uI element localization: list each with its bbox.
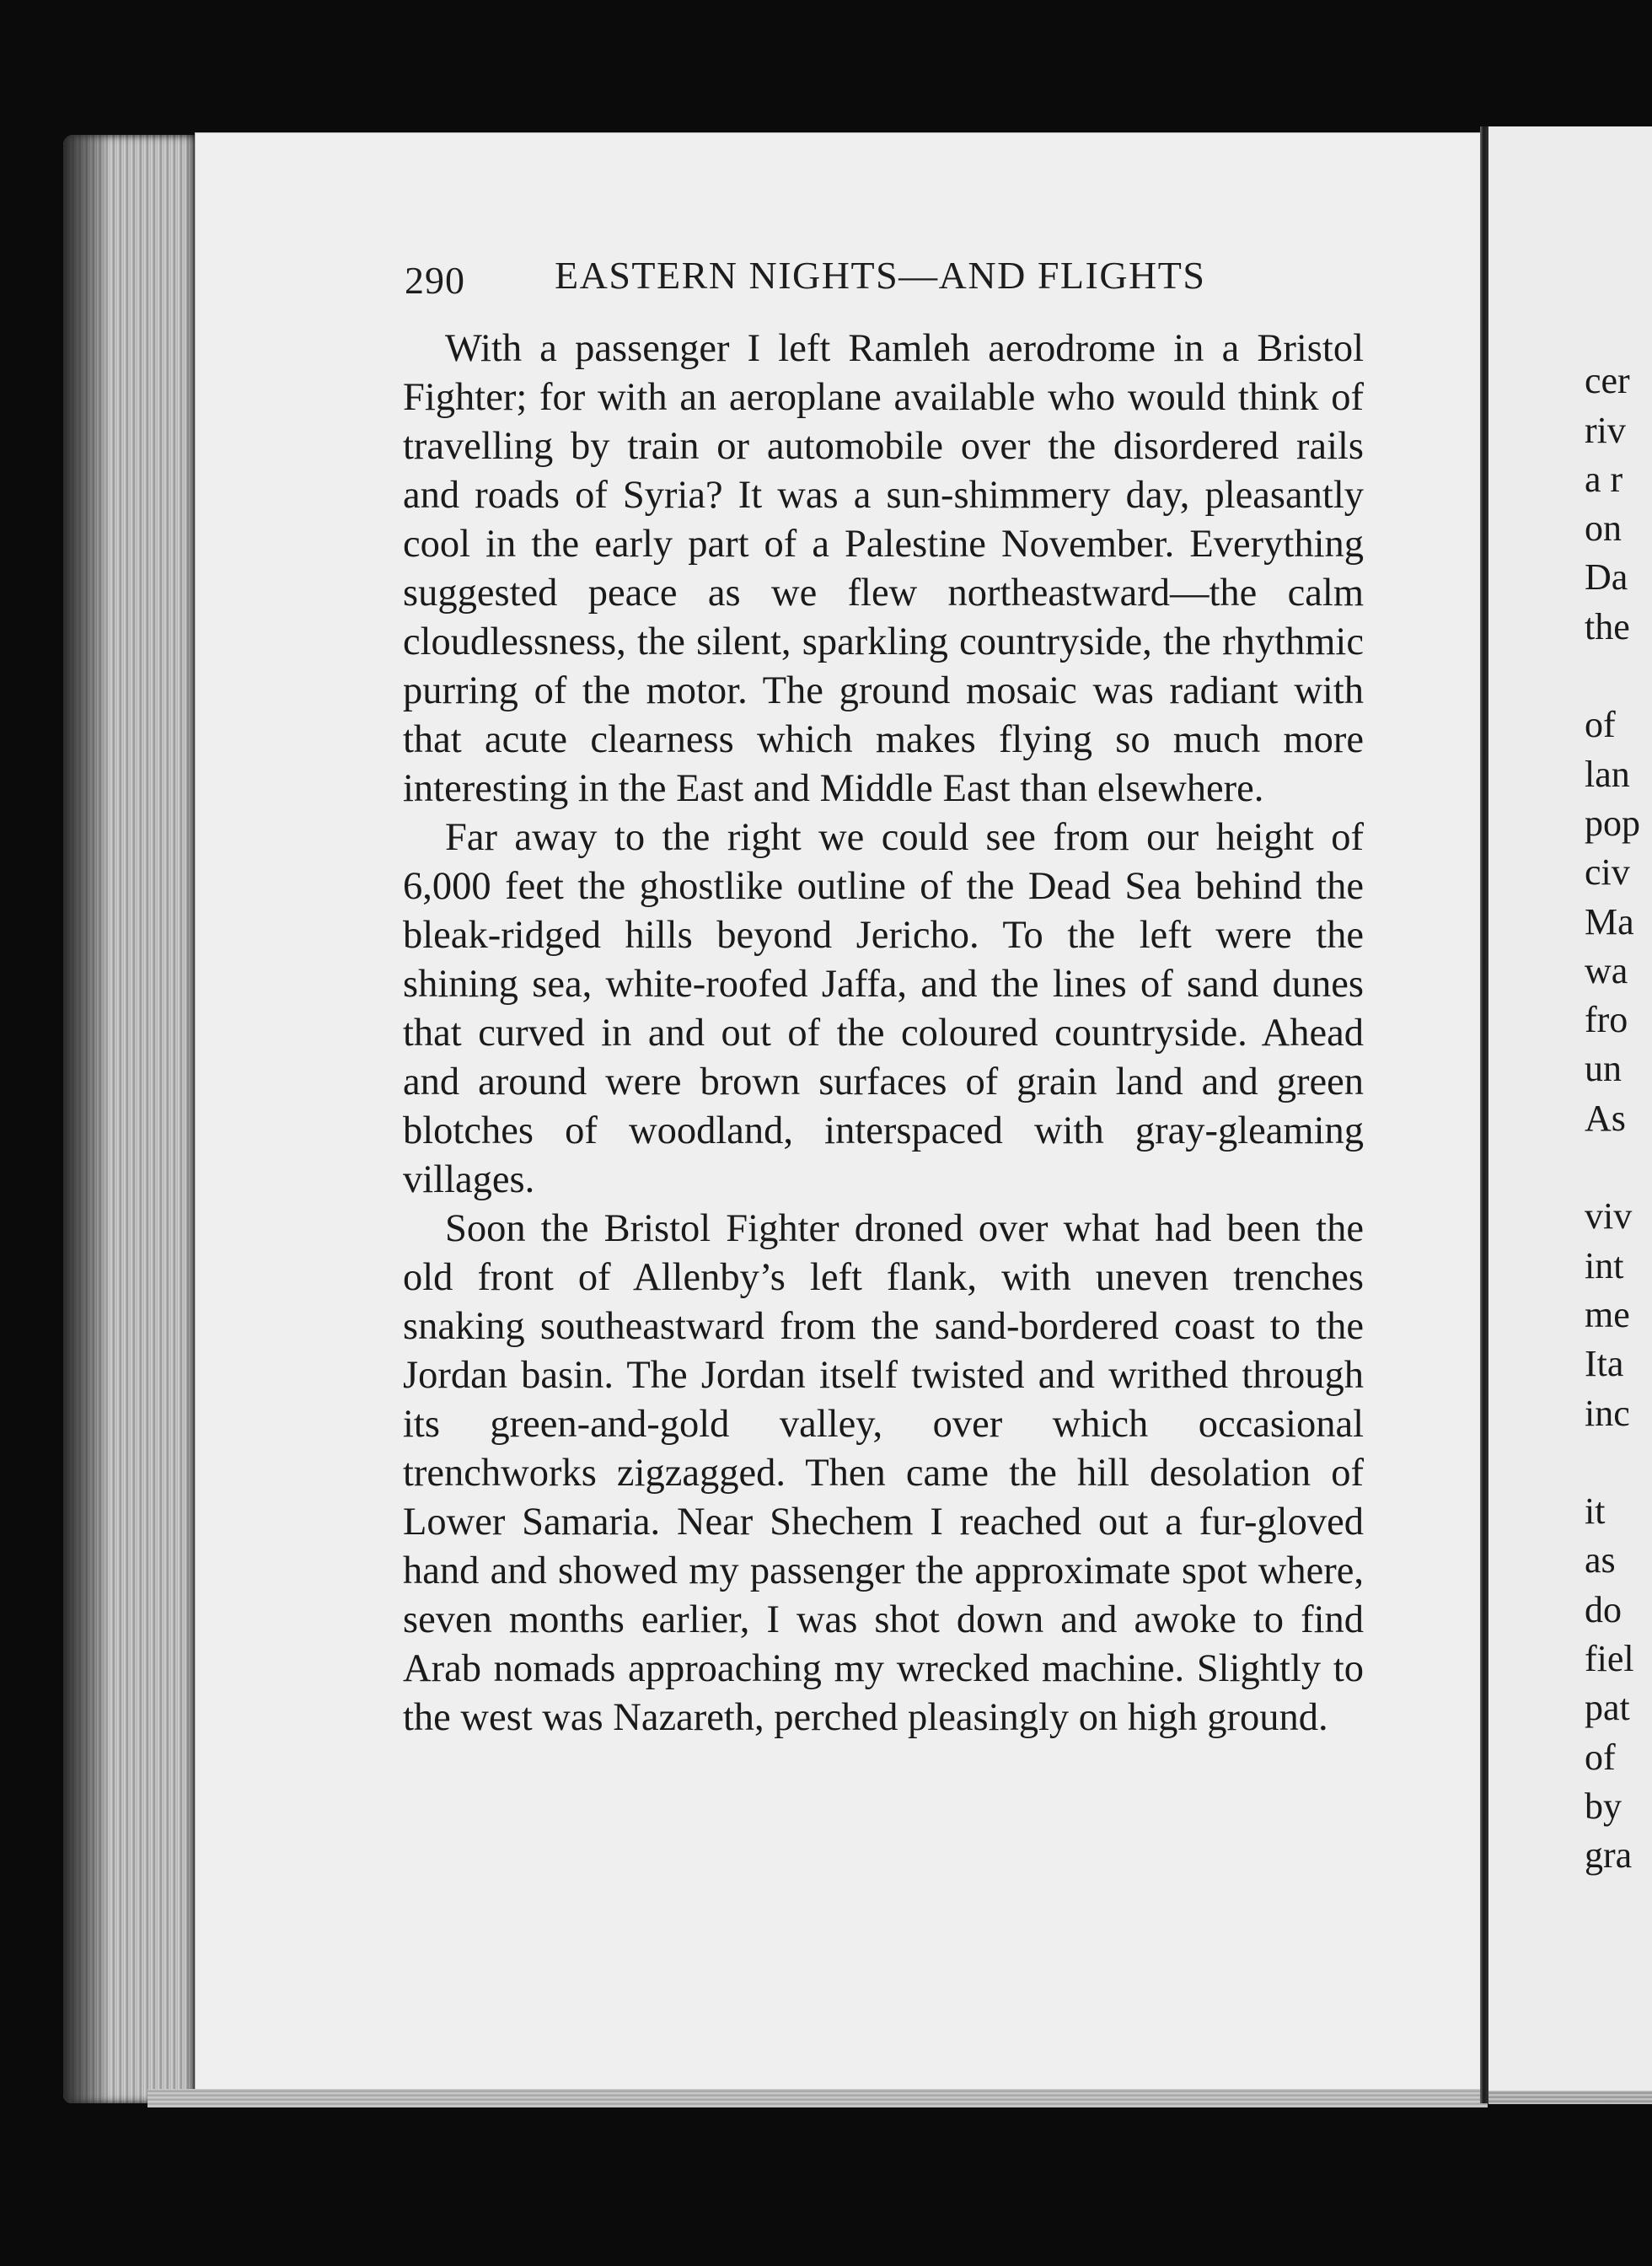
facing-page-line bbox=[1585, 308, 1640, 357]
facing-page-line: fiel bbox=[1585, 1638, 1634, 1680]
facing-page-line: fro bbox=[1585, 999, 1628, 1041]
page-edges-shadow bbox=[63, 135, 105, 2103]
facing-page-line: un bbox=[1585, 1048, 1622, 1090]
facing-page-line bbox=[1585, 1438, 1640, 1487]
facing-page-line: Da bbox=[1585, 556, 1628, 599]
page-number: 290 bbox=[405, 259, 465, 302]
facing-page-line: pop bbox=[1585, 802, 1640, 844]
paragraph-2: Far away to the right we could see from our height of 6,000 feet the ghostlike outline of the Dead Sea behind the bleak-ridged hills beyond Jericho. To the left were the shining sea, white-roofed Jaffa, and the lines of sand dunes that curved in and out of the coloured countryside. Ahead and around were brown surfaces of grain land and green blotches of woodland, interspaced with gray-gleaming villages. bbox=[403, 816, 1364, 1201]
facing-page-line: As bbox=[1585, 1097, 1626, 1139]
facing-page-line: lan bbox=[1585, 753, 1630, 795]
facing-page-line: riv bbox=[1585, 409, 1626, 451]
running-head bbox=[405, 253, 1365, 312]
running-title: EASTERN NIGHTS—AND FLIGHTS bbox=[555, 254, 1206, 297]
facing-page-line: of bbox=[1585, 704, 1616, 746]
facing-page-bottom-edge bbox=[1488, 2091, 1652, 2104]
facing-page-line: of bbox=[1585, 1736, 1616, 1778]
facing-page-line bbox=[1585, 652, 1640, 701]
facing-page-line: it bbox=[1585, 1490, 1606, 1533]
facing-page-line: a r bbox=[1585, 458, 1623, 500]
paragraph-1: With a passenger I left Ramleh aerodrome in a Bristol Fighter; for with an aeroplane available who would think of travelling by train or automobile over the disordered rails and roads of Syria? It was a sun-shimmery day, pleasantly cool in the early part of a Palestine November. Everything suggested peace as we flew northeastward—the calm cloudlessness, the silent, sparkling countryside, the rhythmic purring of the motor. The ground mosaic was radiant with that acute clearness which makes flying so much more interesting in the East and Middle East than elsewhere. bbox=[403, 327, 1364, 810]
facing-page-line: me bbox=[1585, 1293, 1630, 1335]
page-bottom-edge bbox=[148, 2089, 1488, 2108]
book-gutter bbox=[1480, 126, 1488, 2103]
body-text bbox=[403, 325, 1364, 1742]
facing-page-line: as bbox=[1585, 1539, 1616, 1581]
facing-page-line: Ita bbox=[1585, 1343, 1624, 1385]
facing-page-line: on bbox=[1585, 507, 1622, 550]
facing-page-line: gra bbox=[1585, 1834, 1633, 1877]
paragraph-3: Soon the Bristol Fighter droned over what had been the old front of Allenby’s left flank, with uneven trenches snaking southeastward from the sand-bordered coast to the Jordan basin. The Jordan itself twisted and writhed through its green-and-gold valley, over which occasional trenchworks zigzagged. Then came the hill desolation of Lower Samaria. Near Shechem I reached out a fur-gloved hand and showed my passenger the approximate spot where, seven months earlier, I was shot down and awoke to find Arab nomads approaching my wrecked machine. Slightly to the west was Nazareth, perched pleasingly on high ground. bbox=[403, 1207, 1364, 1739]
facing-page-line: do bbox=[1585, 1588, 1622, 1630]
facing-page-line: the bbox=[1585, 605, 1630, 647]
facing-page-line: int bbox=[1585, 1244, 1624, 1286]
facing-page-text bbox=[1585, 308, 1640, 1881]
facing-page-line: viv bbox=[1585, 1195, 1633, 1238]
facing-page-line: by bbox=[1585, 1785, 1622, 1827]
facing-page-line: cer bbox=[1585, 360, 1630, 402]
facing-page-line: pat bbox=[1585, 1687, 1630, 1729]
facing-page-line bbox=[1585, 1143, 1640, 1192]
facing-page-line: wa bbox=[1585, 949, 1628, 991]
facing-page-line: civ bbox=[1585, 851, 1630, 894]
facing-page-line: Ma bbox=[1585, 900, 1634, 942]
facing-page-line: inc bbox=[1585, 1392, 1630, 1434]
